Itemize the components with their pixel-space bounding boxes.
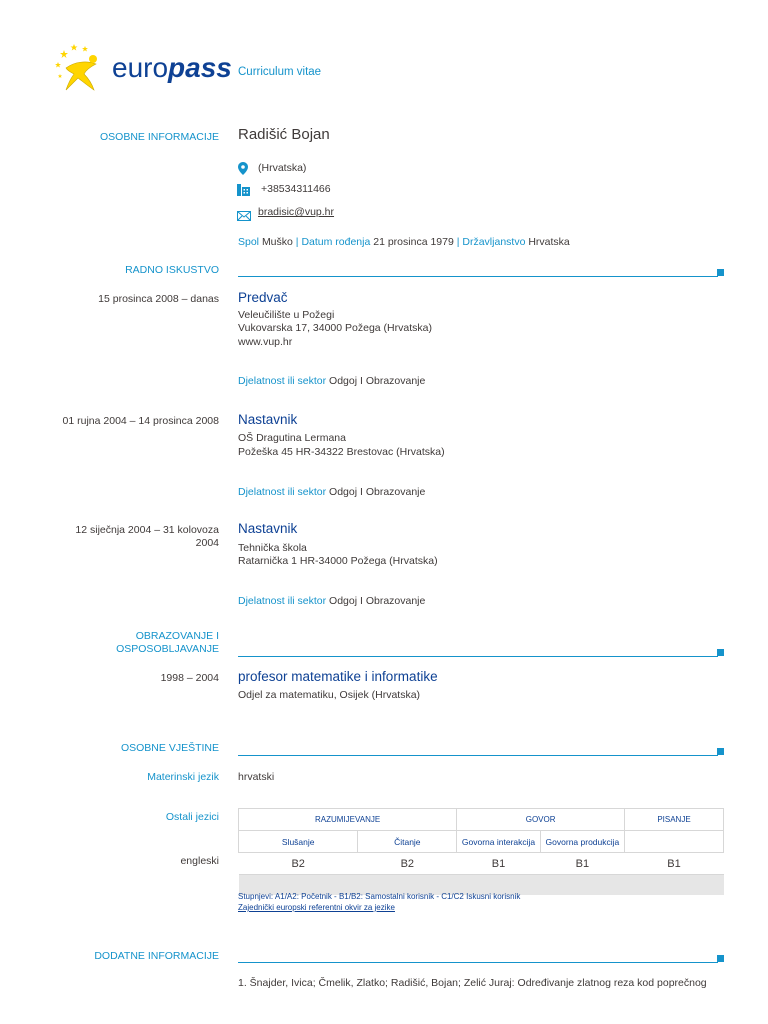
job-dates: 15 prosinca 2008 – danas [98,293,219,305]
table-cell: B1 [540,853,624,875]
employer-line: www.vup.hr [238,336,293,348]
job-dates: 01 rujna 2004 – 14 prosinca 2008 [62,415,219,427]
employer-line: Tehnička škola [238,542,307,554]
section-label-work: RADNO ISKUSTVO [125,264,219,276]
person-name: Radišić Bojan [238,126,330,143]
levels-note: Stupnjevi: A1/A2: Početnik - B1/B2: Samostalni korisnik - C1/C2 Iskusni korisnik [238,892,521,901]
personal-details-line [238,236,570,248]
sector-value: Odgoj I Obrazovanje [329,375,426,387]
table-subheader-empty [625,831,724,853]
sex-label: Spol [238,236,260,248]
europass-logo [52,40,232,96]
job-dates: 2004 [195,537,219,549]
table-subheader: Slušanje [239,831,358,853]
email-icon [237,208,251,218]
section-divider [238,276,718,277]
sector-label: Djelatnost ili sektor [238,486,327,498]
section-divider-marker [717,955,724,962]
logo-text-euro: euro [112,52,169,83]
education-dates: 1998 – 2004 [160,672,219,684]
doc-type: Curriculum vitae [238,66,322,78]
phone-icon [237,183,250,195]
section-divider-marker [717,269,724,276]
section-label-skills: OSOBNE VJEŠTINE [120,742,219,754]
logo-text-pass: pass [168,52,232,83]
table-subheader-row [239,831,724,853]
job-title: Nastavnik [238,412,298,427]
other-languages-label: Ostali jezici [165,811,219,823]
section-label-additional: DODATNE INFORMACIJE [94,950,219,962]
sector-value: Odgoj I Obrazovanje [329,486,426,498]
job-title: Nastavnik [238,521,298,536]
table-cell: B2 [358,853,457,875]
employer-line: OŠ Dragutina Lermana [238,432,346,444]
dob-value: 21 prosinca 1979 [373,236,454,248]
additional-text: 1. Šnajder, Ivica; Čmelik, Zlatko; Radišić, Bojan; Zelić Juraj: Određivanje zlatnog reza kod poprečnog [238,977,707,989]
section-divider-marker [717,748,724,755]
framework-link[interactable]: Zajednički europski referentni okvir za jezike [238,903,395,912]
table-cell: B1 [625,853,724,875]
section-divider-marker [717,649,724,656]
mother-tongue-value: hrvatski [238,771,275,783]
sector-label: Djelatnost ili sektor [238,595,327,607]
section-divider [238,656,718,657]
table-subheader: Govorna produkcija [540,831,624,853]
separator: | [295,236,299,248]
education-institution: Odjel za matematiku, Osijek (Hrvatska) [238,689,421,701]
language-name: engleski [180,855,219,867]
language-table [238,808,724,895]
table-subheader: Čitanje [358,831,457,853]
mother-tongue-label: Materinski jezik [147,771,219,783]
section-divider [238,755,718,756]
sector-line [238,375,425,389]
section-divider [238,962,718,963]
sector-line [238,595,425,609]
nationality-label: Državljanstvo [462,236,526,248]
table-group-header: RAZUMIJEVANJE [239,809,457,831]
table-header-row [239,809,724,831]
table-group-header: PISANJE [625,809,724,831]
employer-line: Vukovarska 17, 34000 Požega (Hrvatska) [238,322,432,334]
employer-line: Veleučilište u Požegi [238,309,335,321]
section-label-education: OSPOSOBLJAVANJE [116,643,219,655]
separator: | [456,236,460,248]
phone-text: +38534311466 [261,183,331,195]
table-group-header: GOVOR [457,809,625,831]
sector-value: Odgoj I Obrazovanje [329,595,426,607]
employer-line: Ratarnička 1 HR-34000 Požega (Hrvatska) [238,555,438,567]
employer-line: Požeška 45 HR-34322 Brestovac (Hrvatska) [238,446,445,458]
job-title: Predvač [238,290,288,305]
email-link[interactable]: bradisic@vup.hr [258,206,335,218]
education-title: profesor matematike i informatike [238,669,438,684]
table-cell: B1 [457,853,541,875]
table-cell: B2 [239,853,358,875]
nationality-value: Hrvatska [528,236,570,248]
table-subheader: Govorna interakcija [457,831,541,853]
sector-label: Djelatnost ili sektor [238,375,327,387]
section-label-personal: OSOBNE INFORMACIJE [99,131,219,143]
dob-label: Datum rođenja [301,236,371,248]
section-label-education: OBRAZOVANJE I [135,630,219,642]
europass-figure-icon [52,40,112,96]
sector-line [238,486,425,500]
table-row [239,853,724,875]
address-text: (Hrvatska) [258,162,307,174]
sex-value: Muško [261,236,293,248]
location-icon [238,162,248,175]
job-dates: 12 siječnja 2004 – 31 kolovoza [75,524,219,536]
